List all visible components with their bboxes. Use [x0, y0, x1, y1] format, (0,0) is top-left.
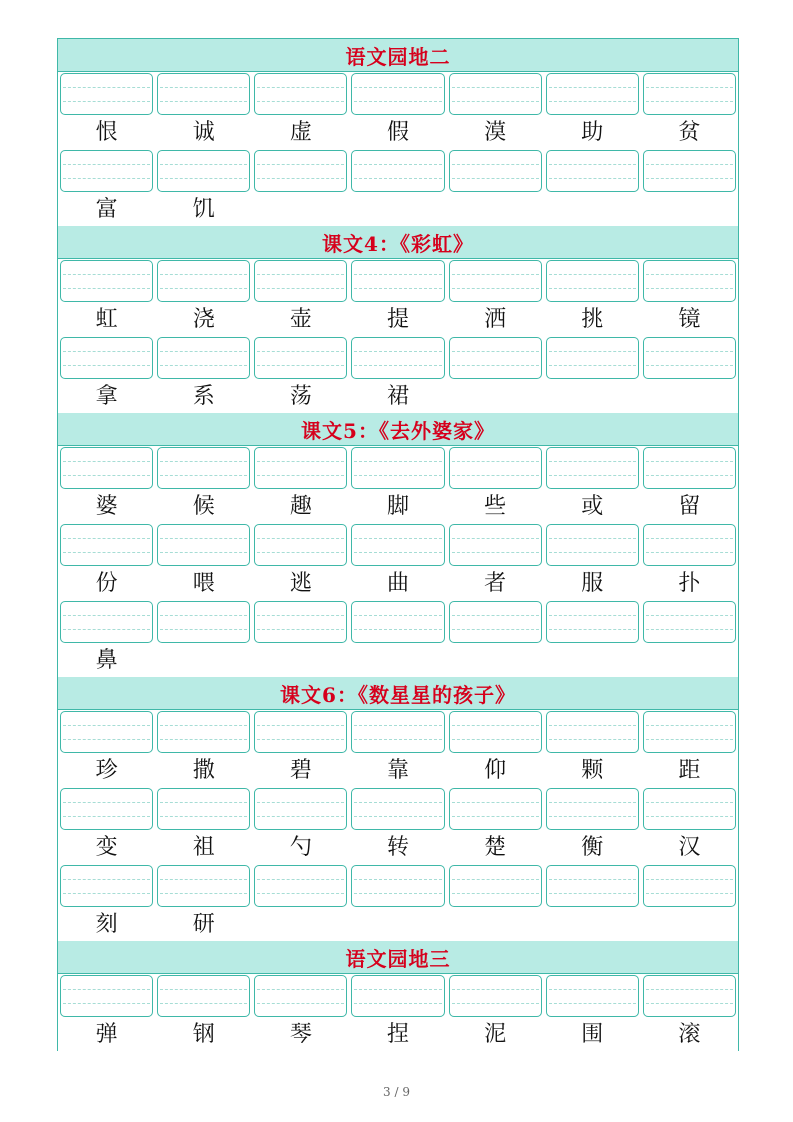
character-cell: 份 — [95, 571, 118, 596]
pinyin-writing-box[interactable] — [351, 337, 444, 379]
pinyin-row — [58, 710, 738, 754]
character-cell: 逃 — [289, 571, 312, 596]
character-cell: 仰 — [484, 758, 507, 783]
character-cell: 围 — [581, 1022, 604, 1047]
pinyin-writing-box[interactable] — [351, 524, 444, 566]
character-row — [58, 193, 738, 226]
pinyin-writing-box[interactable] — [351, 150, 444, 192]
character-cell: 碧 — [289, 758, 312, 783]
character-row — [58, 754, 738, 787]
pinyin-row — [58, 149, 738, 193]
pinyin-writing-box[interactable] — [254, 788, 347, 830]
character-cell: 弹 — [95, 1022, 118, 1047]
pinyin-writing-box[interactable] — [254, 337, 347, 379]
pinyin-writing-box[interactable] — [449, 73, 542, 115]
character-cell: 曲 — [386, 571, 409, 596]
character-cell: 祖 — [192, 835, 215, 860]
character-cell: 诚 — [192, 120, 215, 145]
pinyin-writing-box[interactable] — [643, 975, 736, 1017]
character-cell: 颗 — [581, 758, 604, 783]
pinyin-writing-box[interactable] — [254, 447, 347, 489]
pinyin-writing-box[interactable] — [449, 711, 542, 753]
character-cell: 服 — [581, 571, 604, 596]
character-cell: 撒 — [192, 758, 215, 783]
pinyin-row — [58, 974, 738, 1018]
character-cell: 漠 — [484, 120, 507, 145]
pinyin-writing-box[interactable] — [60, 447, 153, 489]
pinyin-writing-box[interactable] — [449, 337, 542, 379]
pinyin-writing-box[interactable] — [643, 73, 736, 115]
pinyin-writing-box[interactable] — [254, 601, 347, 643]
character-row — [58, 116, 738, 149]
character-cell: 珍 — [95, 758, 118, 783]
character-cell: 些 — [484, 494, 507, 519]
pinyin-writing-box[interactable] — [643, 601, 736, 643]
pinyin-row — [58, 336, 738, 380]
pinyin-writing-box[interactable] — [546, 337, 639, 379]
pinyin-writing-box[interactable] — [449, 601, 542, 643]
pinyin-writing-box[interactable] — [157, 975, 250, 1017]
character-cell: 钢 — [192, 1022, 215, 1047]
pinyin-writing-box[interactable] — [449, 447, 542, 489]
character-cell: 研 — [192, 912, 215, 937]
character-cell: 变 — [95, 835, 118, 860]
character-cell: 者 — [484, 571, 507, 596]
character-cell: 饥 — [192, 197, 215, 222]
pinyin-writing-box[interactable] — [254, 73, 347, 115]
character-cell: 距 — [678, 758, 701, 783]
character-row — [58, 567, 738, 600]
character-cell: 拿 — [95, 384, 118, 409]
pinyin-writing-box[interactable] — [643, 865, 736, 907]
pinyin-writing-box[interactable] — [643, 260, 736, 302]
character-cell: 喂 — [192, 571, 215, 596]
character-cell: 系 — [192, 384, 215, 409]
pinyin-writing-box[interactable] — [546, 150, 639, 192]
pinyin-writing-box[interactable] — [449, 150, 542, 192]
section-title: 课文6：《数星星的孩子》 — [58, 677, 738, 710]
character-cell: 荡 — [289, 384, 312, 409]
character-row — [58, 303, 738, 336]
character-cell: 裙 — [386, 384, 409, 409]
pinyin-writing-box[interactable] — [60, 975, 153, 1017]
section-title: 语文园地三 — [58, 941, 738, 974]
character-cell: 虚 — [289, 120, 312, 145]
character-row — [58, 644, 738, 677]
character-cell: 转 — [386, 835, 409, 860]
pinyin-row — [58, 446, 738, 490]
character-cell: 扑 — [678, 571, 701, 596]
character-cell: 趣 — [289, 494, 312, 519]
pinyin-writing-box[interactable] — [546, 975, 639, 1017]
character-cell: 刻 — [95, 912, 118, 937]
pinyin-writing-box[interactable] — [546, 260, 639, 302]
character-cell: 壶 — [289, 307, 312, 332]
pinyin-writing-box[interactable] — [157, 524, 250, 566]
pinyin-writing-box[interactable] — [157, 150, 250, 192]
pinyin-writing-box[interactable] — [351, 865, 444, 907]
pinyin-writing-box[interactable] — [60, 260, 153, 302]
character-cell: 镜 — [678, 307, 701, 332]
pinyin-writing-box[interactable] — [254, 150, 347, 192]
pinyin-writing-box[interactable] — [546, 447, 639, 489]
pinyin-writing-box[interactable] — [254, 865, 347, 907]
character-cell: 挑 — [581, 307, 604, 332]
character-row — [58, 831, 738, 864]
pinyin-writing-box[interactable] — [351, 975, 444, 1017]
character-cell: 捏 — [386, 1022, 409, 1047]
section-title: 语文园地二 — [58, 39, 738, 72]
character-cell: 恨 — [95, 120, 118, 145]
character-row — [58, 490, 738, 523]
character-cell: 洒 — [484, 307, 507, 332]
pinyin-writing-box[interactable] — [254, 260, 347, 302]
pinyin-writing-box[interactable] — [449, 788, 542, 830]
character-cell: 候 — [192, 494, 215, 519]
pinyin-writing-box[interactable] — [351, 260, 444, 302]
character-row — [58, 1018, 738, 1051]
character-cell: 婆 — [95, 494, 118, 519]
character-cell: 靠 — [386, 758, 409, 783]
pinyin-writing-box[interactable] — [546, 711, 639, 753]
pinyin-writing-box[interactable] — [157, 260, 250, 302]
character-cell: 琴 — [289, 1022, 312, 1047]
character-cell: 衡 — [581, 835, 604, 860]
pinyin-row — [58, 864, 738, 908]
pinyin-writing-box[interactable] — [60, 73, 153, 115]
character-cell: 提 — [386, 307, 409, 332]
pinyin-writing-box[interactable] — [60, 601, 153, 643]
pinyin-writing-box[interactable] — [60, 524, 153, 566]
pinyin-row — [58, 259, 738, 303]
pinyin-writing-box[interactable] — [643, 447, 736, 489]
character-cell: 滚 — [678, 1022, 701, 1047]
character-cell: 贫 — [678, 120, 701, 145]
character-row — [58, 380, 738, 413]
pinyin-writing-box[interactable] — [351, 788, 444, 830]
pinyin-writing-box[interactable] — [546, 601, 639, 643]
pinyin-writing-box[interactable] — [643, 337, 736, 379]
character-row — [58, 908, 738, 941]
character-cell: 楚 — [484, 835, 507, 860]
section-title: 课文4：《彩虹》 — [58, 226, 738, 259]
pinyin-writing-box[interactable] — [60, 150, 153, 192]
pinyin-writing-box[interactable] — [60, 865, 153, 907]
pinyin-writing-box[interactable] — [351, 447, 444, 489]
pinyin-writing-box[interactable] — [546, 788, 639, 830]
pinyin-writing-box[interactable] — [157, 711, 250, 753]
pinyin-writing-box[interactable] — [157, 337, 250, 379]
character-cell: 鼻 — [95, 648, 118, 673]
pinyin-writing-box[interactable] — [254, 975, 347, 1017]
pinyin-row — [58, 523, 738, 567]
pinyin-writing-box[interactable] — [449, 260, 542, 302]
pinyin-writing-box[interactable] — [643, 711, 736, 753]
pinyin-writing-box[interactable] — [60, 788, 153, 830]
character-cell: 虹 — [95, 307, 118, 332]
character-cell: 脚 — [386, 494, 409, 519]
section-title: 课文5：《去外婆家》 — [58, 413, 738, 446]
pinyin-writing-box[interactable] — [449, 524, 542, 566]
character-cell: 留 — [678, 494, 701, 519]
pinyin-writing-box[interactable] — [546, 865, 639, 907]
pinyin-writing-box[interactable] — [60, 711, 153, 753]
pinyin-writing-box[interactable] — [643, 150, 736, 192]
pinyin-writing-box[interactable] — [351, 601, 444, 643]
character-cell: 或 — [581, 494, 604, 519]
pinyin-writing-box[interactable] — [351, 73, 444, 115]
character-cell: 汉 — [678, 835, 701, 860]
pinyin-writing-box[interactable] — [449, 865, 542, 907]
character-cell: 助 — [581, 120, 604, 145]
pinyin-writing-box[interactable] — [157, 447, 250, 489]
pinyin-writing-box[interactable] — [254, 524, 347, 566]
pinyin-row — [58, 787, 738, 831]
pinyin-row — [58, 600, 738, 644]
character-cell: 泥 — [484, 1022, 507, 1047]
page-number: 3 / 9 — [383, 1085, 410, 1099]
pinyin-writing-box[interactable] — [60, 337, 153, 379]
character-cell: 假 — [386, 120, 409, 145]
pinyin-row — [58, 72, 738, 116]
character-cell: 浇 — [192, 307, 215, 332]
pinyin-writing-box[interactable] — [157, 788, 250, 830]
pinyin-writing-box[interactable] — [351, 711, 444, 753]
pinyin-writing-box[interactable] — [546, 524, 639, 566]
character-cell: 富 — [95, 197, 118, 222]
character-cell: 勺 — [289, 835, 312, 860]
pinyin-writing-box[interactable] — [157, 865, 250, 907]
pinyin-writing-box[interactable] — [546, 73, 639, 115]
pinyin-writing-box[interactable] — [643, 524, 736, 566]
pinyin-writing-box[interactable] — [643, 788, 736, 830]
pinyin-writing-box[interactable] — [157, 601, 250, 643]
pinyin-writing-box[interactable] — [157, 73, 250, 115]
pinyin-writing-box[interactable] — [449, 975, 542, 1017]
worksheet — [57, 38, 739, 1051]
pinyin-writing-box[interactable] — [254, 711, 347, 753]
